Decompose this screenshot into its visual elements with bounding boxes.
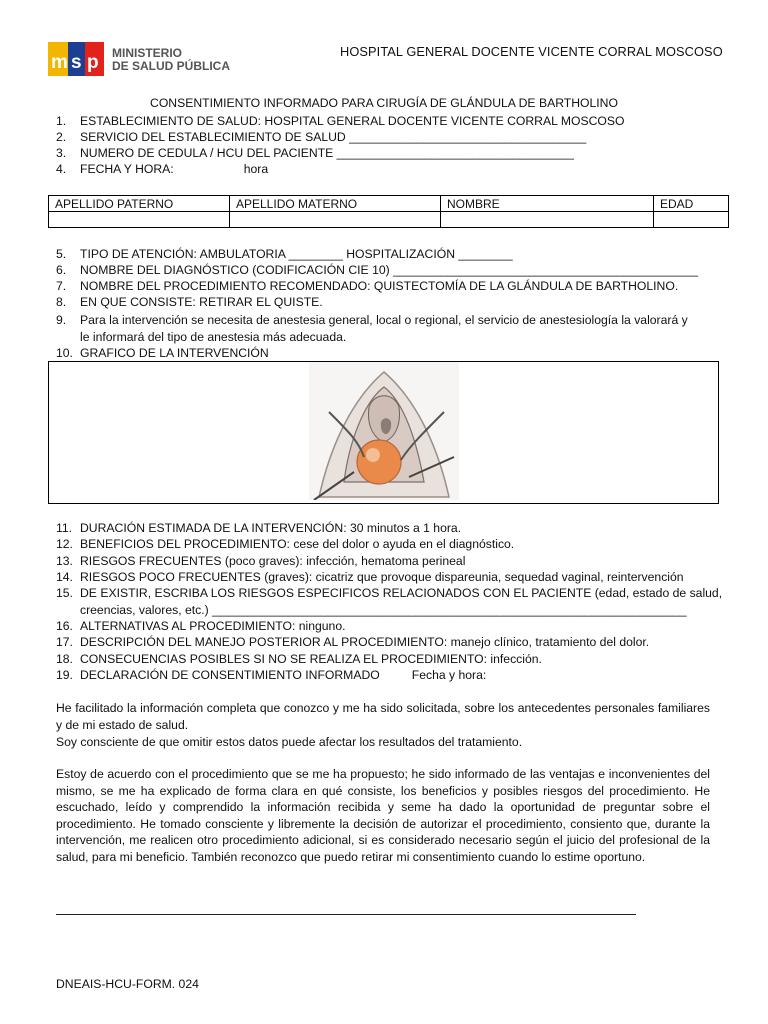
- bartholin-surgery-illustration: [309, 362, 459, 500]
- item-15: 15. DE EXISTIR, ESCRIBA LOS RIESGOS ESPECIFICOS RELACIONADOS CON EL PACIENTE (edad, estado de salud, creencias, valores, etc.) ______________________________________________________________________: [56, 586, 723, 617]
- item-7: 7. NOMBRE DEL PROCEDIMIENTO RECOMENDADO: QUISTECTOMÍA DE LA GLÁNDULA DE BARTHOLINO.: [56, 279, 679, 293]
- paragraph-1: He facilitado la información completa que conozco y me ha sido solicitada, sobre los antecedentes personales familiares y de mi estado de salud.: [56, 701, 710, 732]
- ministry-logo: [48, 40, 238, 84]
- patient-table: [48, 195, 729, 228]
- header-edad: EDAD: [654, 196, 729, 212]
- svg-text:p: p: [87, 52, 99, 73]
- hospital-name: HOSPITAL GENERAL DOCENTE VICENTE CORRAL MOSCOSO: [340, 44, 723, 59]
- header-apellido-paterno: APELLIDO PATERNO: [49, 196, 230, 212]
- field-nombre[interactable]: [441, 212, 654, 228]
- item-9: 9. Para la intervención se necesita de anestesia general, local o regional, el servicio de anestesiología la valorará y le informará del tipo de anestesia más adecuada.: [56, 313, 688, 344]
- item-2: 2. SERVICIO DEL ESTABLECIMIENTO DE SALUD ___________________________________: [56, 130, 587, 144]
- item-18: 18. CONSECUENCIAS POSIBLES SI NO SE REALIZA EL PROCEDIMIENTO: infección.: [56, 652, 542, 666]
- item-17: 17. DESCRIPCIÓN DEL MANEJO POSTERIOR AL PROCEDIMIENTO: manejo clínico, tratamiento del dolor.: [56, 635, 650, 649]
- item-3: 3. NUMERO DE CEDULA / HCU DEL PACIENTE ___________________________________: [56, 146, 574, 160]
- header-nombre: NOMBRE: [441, 196, 654, 212]
- logo-line-2: DE SALUD PÚBLICA: [112, 59, 231, 73]
- hora-label: hora: [243, 162, 269, 176]
- svg-text:m: m: [51, 52, 68, 73]
- item-6: 6. NOMBRE DEL DIAGNÓSTICO (CODIFICACIÓN CIE 10) _____________________________________________: [56, 263, 699, 277]
- item-4: 4. FECHA Y HORA: hora: [56, 162, 269, 176]
- item-5: 5. TIPO DE ATENCIÓN: AMBULATORIA ________ HOSPITALIZACIÓN ________: [56, 247, 513, 261]
- paragraph-1b: Soy consciente de que omitir estos datos puede afectar los resultados del tratamiento.: [56, 735, 523, 749]
- svg-text:s: s: [71, 52, 82, 73]
- header-apellido-materno: APELLIDO MATERNO: [230, 196, 441, 212]
- intervention-figure-box: [48, 361, 719, 504]
- field-apellido-paterno[interactable]: [49, 212, 230, 228]
- item-14: 14. RIESGOS POCO FRECUENTES (graves): cicatriz que provoque dispareunia, sequedad vaginal, reintervención: [56, 570, 684, 584]
- item-10: 10. GRAFICO DE LA INTERVENCIÓN: [56, 346, 269, 360]
- signature-line[interactable]: [56, 914, 636, 915]
- item-12: 12. BENEFICIOS DEL PROCEDIMIENTO: cese del dolor o ayuda en el diagnóstico.: [56, 537, 515, 551]
- item-13: 13. RIESGOS FRECUENTES (poco graves): infección, hematoma perineal: [56, 554, 466, 568]
- fecha-hora-label: Fecha y hora:: [411, 668, 487, 682]
- item-16: 16. ALTERNATIVAS AL PROCEDIMIENTO: ninguno.: [56, 619, 346, 633]
- field-edad[interactable]: [654, 212, 729, 228]
- logo-line-1: MINISTERIO: [112, 46, 183, 60]
- form-code: DNEAIS-HCU-FORM. 024: [56, 977, 199, 991]
- item-1: 1. ESTABLECIMIENTO DE SALUD: HOSPITAL GENERAL DOCENTE VICENTE CORRAL MOSCOSO: [56, 114, 625, 128]
- form-title: CONSENTIMIENTO INFORMADO PARA CIRUGÍA DE GLÁNDULA DE BARTHOLINO: [150, 96, 618, 110]
- item-11: 11. DURACIÓN ESTIMADA DE LA INTERVENCIÓN: 30 minutos a 1 hora.: [56, 521, 462, 535]
- item-19: 19. DECLARACIÓN DE CONSENTIMIENTO INFORMADO Fecha y hora:: [56, 668, 487, 682]
- item-8: 8. EN QUE CONSISTE: RETIRAR EL QUISTE.: [56, 295, 323, 309]
- paragraph-2: Estoy de acuerdo con el procedimiento que se me ha propuesto; he sido informado de las ventajas e inconvenientes del mismo, se me ha explicado de forma clara en qué consiste, los beneficios y posibles riesgos del procedimiento. He escuchado, leído y comprendido la información recibida y seme ha dado la oportunidad de preguntar sobre el procedimiento. He tomado consciente y libremente la decisión de autorizar el procedimiento, consiento que, durante la intervención, me realicen otro procedimiento adicional, si es considerado necesario según el juicio del profesional de la salud, para mi beneficio. También reconozco que puedo retirar mi consentimiento cuando lo estime oportuno.: [56, 767, 710, 864]
- field-apellido-materno[interactable]: [230, 212, 441, 228]
